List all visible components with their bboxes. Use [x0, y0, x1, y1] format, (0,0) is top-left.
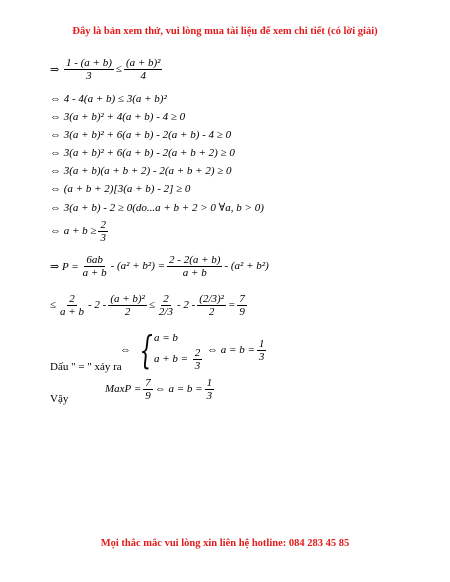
relation: ≤: [115, 63, 122, 75]
numerator: 1: [206, 376, 213, 389]
denominator: 9: [145, 389, 151, 402]
numerator: 2: [163, 292, 169, 305]
denominator: 3: [86, 69, 92, 82]
expression: ≤: [50, 299, 57, 311]
fraction: [237, 293, 247, 318]
system-rows: [154, 329, 204, 372]
denominator: 3: [258, 350, 265, 363]
numerator: 2: [100, 218, 106, 231]
expression: =: [227, 299, 236, 311]
fraction: [64, 57, 114, 82]
numerator: 7: [145, 376, 151, 389]
equality-condition-label: Dấu " = " xảy ra: [50, 361, 122, 373]
denominator: 2/3: [158, 305, 173, 318]
denominator: a + b: [82, 266, 107, 279]
denominator: 3: [194, 359, 201, 372]
math-line-1: [50, 56, 164, 82]
expression: a + b =: [153, 352, 189, 365]
math-line-5: ⇔ 3(a + b)² + 6(a + b) - 2(a + b + 2) ≥ 0: [50, 147, 235, 159]
denominator: a + b: [60, 305, 84, 318]
numerator: 6ab: [86, 253, 103, 266]
denominator: a + b: [182, 266, 207, 279]
numerator: (a + b)²: [110, 292, 145, 305]
denominator: 3: [206, 389, 213, 402]
denominator: 2: [124, 305, 131, 318]
numerator: 2: [69, 292, 75, 305]
left-brace-icon: {: [139, 328, 153, 372]
fraction: [205, 377, 215, 402]
equality-system: [120, 330, 268, 370]
expression: ⇔ a = b =: [154, 383, 203, 395]
fraction: [257, 338, 267, 363]
preview-banner: Đây là bản xem thử, vui lòng mua tài liệu để xem chi tiết (có lời giải): [72, 26, 378, 37]
numerator: 7: [239, 292, 245, 305]
math-line-7: ⇔ (a + b + 2)[3(a + b) - 2] ≥ 0: [50, 183, 191, 195]
math-line-6: ⇔ 3(a + b)(a + b + 2) - 2(a + b + 2) ≥ 0: [50, 165, 232, 177]
fraction: [157, 293, 175, 318]
system-row-1: a = b: [153, 331, 178, 344]
expression: ⇒ P =: [50, 260, 79, 273]
fraction: [193, 347, 203, 372]
denominator: 3: [100, 231, 106, 244]
conclusion-line: [105, 376, 216, 402]
numerator: 1: [258, 337, 265, 350]
fraction: [98, 219, 108, 244]
expression: - (a² + b²) =: [110, 260, 166, 272]
expression: MaxP =: [105, 383, 142, 395]
math-line-11: [50, 292, 249, 318]
fraction: [108, 293, 147, 318]
math-line-2: ⇔ 4 - 4(a + b) ≤ 3(a + b)²: [50, 93, 167, 105]
fraction: [197, 293, 226, 318]
numerator: (2/3)²: [199, 292, 224, 305]
denominator: 2: [208, 305, 215, 318]
numerator: 2 - 2(a + b): [169, 253, 221, 266]
expression: ⇔ a + b ≥: [50, 225, 97, 237]
math-line-10: [50, 253, 269, 279]
expression: - (a² + b²): [224, 260, 269, 272]
denominator: 4: [140, 69, 146, 82]
denominator: 9: [239, 305, 245, 318]
fraction: [143, 377, 153, 402]
fraction: [81, 254, 109, 279]
expression: - 2 -: [87, 299, 107, 311]
fraction: [58, 293, 86, 318]
conclusion-label: Vậy: [50, 393, 69, 405]
expression: ⇔ a = b =: [207, 344, 255, 356]
expression: - 2 -: [176, 299, 196, 311]
expression: ≤: [148, 299, 155, 311]
math-line-8: ⇔ 3(a + b) - 2 ≥ 0(do...a + b + 2 > 0 ∀a, b > 0): [50, 201, 264, 214]
numerator: 2: [194, 346, 201, 359]
numerator: (a + b)²: [125, 56, 161, 69]
hotline-banner: Mọi thắc mắc vui lòng xin liên hệ hotline: 084 283 45 85: [100, 538, 350, 549]
math-line-9: [50, 218, 110, 244]
fraction: [124, 57, 163, 82]
fraction: [167, 254, 222, 279]
numerator: 1 - (a + b): [65, 56, 112, 69]
math-line-4: ⇔ 3(a + b)² + 6(a + b) - 2(a + b) - 4 ≥ 0: [50, 129, 232, 141]
math-line-3: ⇔ 3(a + b)² + 4(a + b) - 4 ≥ 0: [50, 111, 186, 123]
implies-symbol: ⇒: [50, 63, 60, 76]
system-row-2: [154, 347, 204, 372]
equivalence-symbol: ⇔: [120, 344, 131, 356]
